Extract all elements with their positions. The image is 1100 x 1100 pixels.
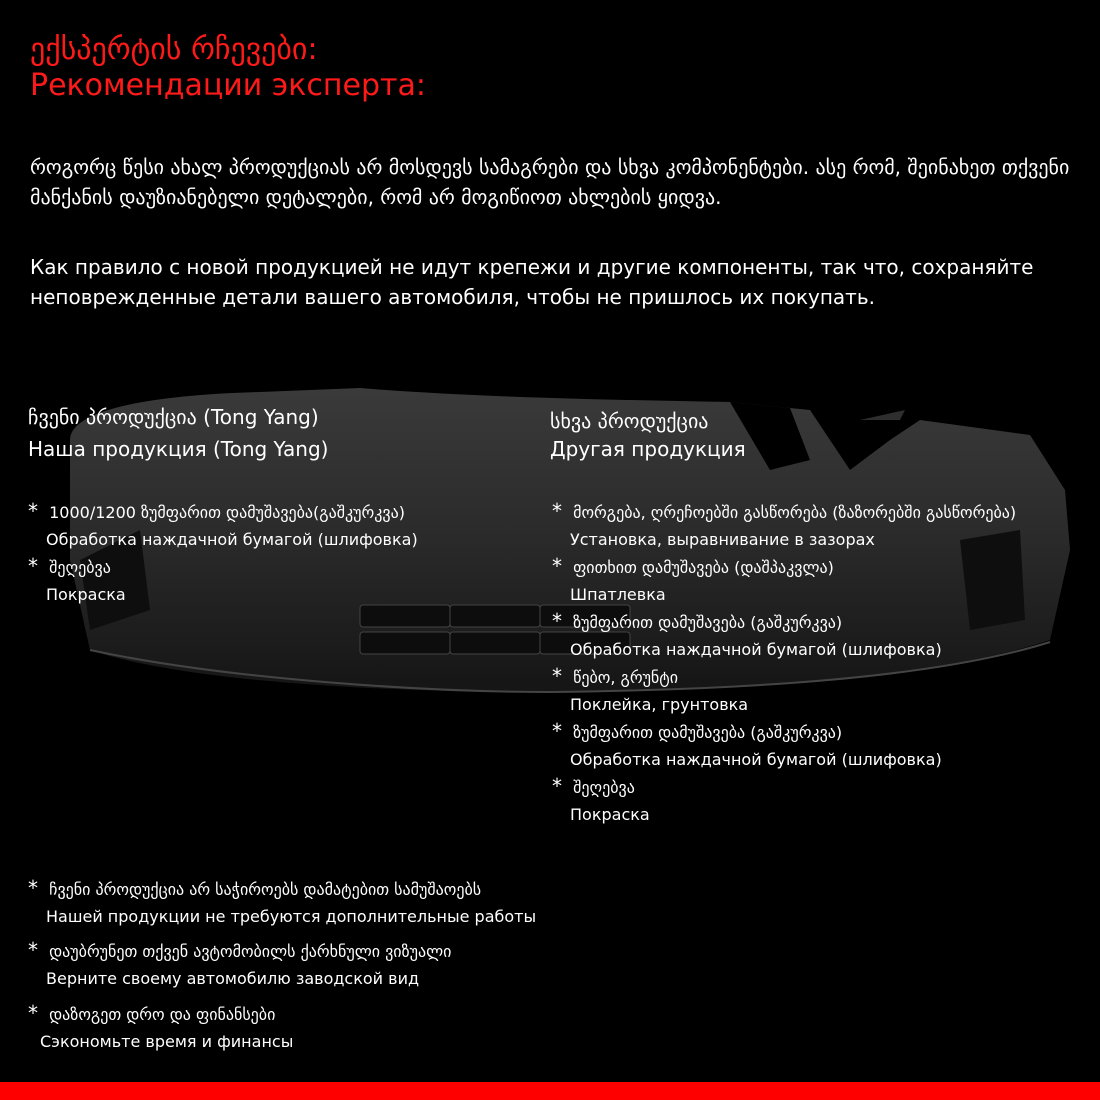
ours-item-ka: შეღებვა [49,558,111,577]
other-item-ru: Установка, выравнивание в зазорах [570,530,875,549]
other-item-ka: ზუმფარით დამუშავება (გაშკურკვა) [573,723,843,742]
other-item-ka: შეღებვა [573,778,635,797]
bullet-icon: * [552,609,562,633]
other-item [552,498,1016,553]
bullet-icon: * [552,554,562,578]
other-item [552,608,942,663]
bottom-red-bar [0,1082,1100,1100]
other-item-ru: Покраска [570,805,650,824]
ours-title-ru: Наша продукция (Tong Yang) [28,437,329,461]
benefit-ru: Сэкономьте время и финансы [40,1032,294,1051]
bullet-icon: * [28,1001,38,1025]
other-item-ru: Поклейка, грунтовка [570,695,749,714]
other-item [552,773,650,828]
benefit-item [28,875,536,930]
benefit-item [28,1000,293,1055]
bullet-icon: * [28,876,38,900]
other-item-ru: Обработка наждачной бумагой (шлифовка) [570,750,942,769]
bullet-icon: * [552,664,562,688]
other-item-ka: ზუმფარით დამუშავება (გაშკურკვა) [573,613,843,632]
other-item-ka: მორგება, ღრეჩოებში გასწორება (ზაზორებში გასწორება) [573,503,1017,522]
other-title-ru: Другая продукция [550,437,746,461]
bullet-icon: * [28,554,38,578]
benefit-item [28,937,451,992]
other-item-ru: Шпатлевка [570,585,666,604]
benefit-ru: Нашей продукции не требуются дополнительные работы [46,907,537,926]
bullet-icon: * [552,774,562,798]
other-item-ka: წებო, გრუნტი [573,668,679,687]
bullet-icon: * [28,938,38,962]
bullet-icon: * [552,719,562,743]
ours-title-ka: ჩვენი პროდუქცია (Tong Yang) [28,405,319,429]
other-title-ka: სხვა პროდუქცია [550,409,709,433]
other-item-ka: ფითხით დამუშავება (დაშპაკვლა) [573,558,834,577]
heading-ru: Рекомендации эксперта: [30,68,426,103]
benefit-ru: Верните своему автомобилю заводской вид [46,969,420,988]
other-item [552,663,748,718]
ours-item-ru: Покраска [46,585,126,604]
intro-ru: Как правило с новой продукцией не идут крепежи и другие компоненты, так что, сохраняйте неповрежденные детали вашего автомобиля, чтобы не пришлось их покупать. [30,255,1034,309]
other-item [552,553,834,608]
other-item-ru: Обработка наждачной бумагой (шлифовка) [570,640,942,659]
heading-ka: ექსპერტის რჩევები: [30,32,318,67]
ours-item-ru: Обработка наждачной бумагой (шлифовка) [46,530,418,549]
ours-item-ka: 1000/1200 ზუმფარით დამუშავება(გაშკურკვა) [49,503,405,522]
benefit-ka: დაზოგეთ დრო და ფინანსები [49,1005,276,1024]
benefit-ka: ჩვენი პროდუქცია არ საჭიროებს დამატებით სამუშაოებს [49,880,482,899]
intro-ka: როგორც წესი ახალ პროდუქციას არ მოსდევს სამაგრები და სხვა კომპონენტები. ასე რომ, შეინახეთ თქვენი მანქანის დაუზიანებელი დეტალები, რომ არ მოგიწიოთ ახლების ყიდვა. [30,155,1070,209]
ours-item [28,498,418,553]
ours-item [28,553,126,608]
other-item [552,718,942,773]
bullet-icon: * [552,499,562,523]
bullet-icon: * [28,499,38,523]
benefit-ka: დაუბრუნეთ თქვენ ავტომობილს ქარხნული ვიზუალი [49,942,452,961]
